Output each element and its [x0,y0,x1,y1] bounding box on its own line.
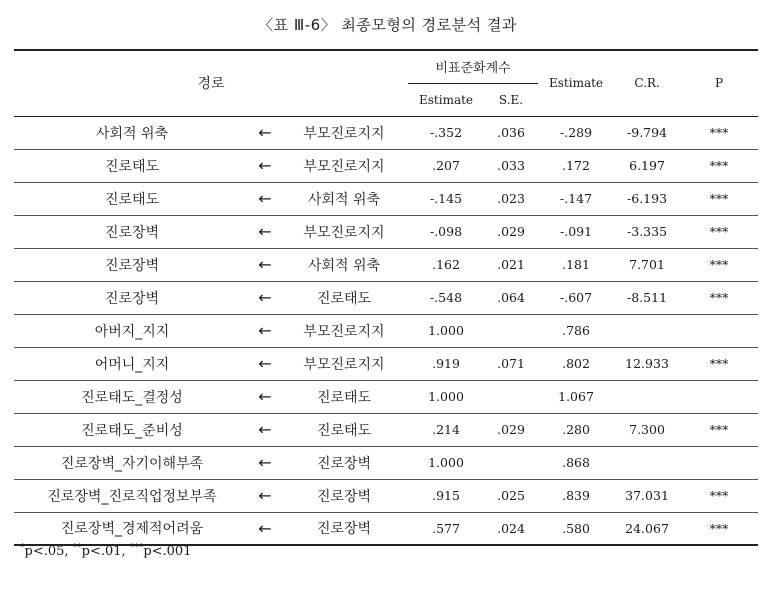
table-row [14,380,758,413]
independent-variable: 사회적 위축 [280,248,408,281]
unstd-estimate: 1.000 [408,314,484,347]
dependent-variable: 사회적 위축 [14,116,250,149]
dependent-variable: 아버지_지지 [14,314,250,347]
unstd-estimate: -.145 [408,182,484,215]
table-row [14,149,758,182]
unstd-estimate: 1.000 [408,380,484,413]
table-row [14,314,758,347]
independent-variable: 부모진로지지 [280,314,408,347]
dependent-variable: 진로장벽_진로직업정보부족 [14,479,250,512]
std-estimate: -.289 [538,116,614,149]
standard-error [484,446,538,479]
note-mark-2: ** [72,543,82,553]
std-estimate: -.607 [538,281,614,314]
independent-variable: 부모진로지지 [280,116,408,149]
critical-ratio: -3.335 [614,215,680,248]
critical-ratio: -9.794 [614,116,680,149]
arrow-icon: ← [250,314,280,347]
path-analysis-table [14,49,758,546]
dependent-variable: 진로태도 [14,182,250,215]
independent-variable: 부모진로지지 [280,347,408,380]
arrow-icon: ← [250,446,280,479]
dependent-variable: 진로장벽 [14,248,250,281]
standard-error [484,314,538,347]
critical-ratio: 6.197 [614,149,680,182]
table-title: 〈표 Ⅲ-6〉 최종모형의 경로분석 결과 [258,16,517,34]
std-estimate: .280 [538,413,614,446]
table-row [14,446,758,479]
se-subheader: S.E. [498,92,524,107]
p-value: *** [680,347,758,380]
critical-ratio: 7.300 [614,413,680,446]
independent-variable: 진로태도 [280,281,408,314]
critical-ratio [614,380,680,413]
table-row [14,347,758,380]
table-row [14,512,758,545]
note-text-2: p<.01, [81,544,130,559]
note-mark-1: * [20,543,25,553]
critical-ratio: -6.193 [614,182,680,215]
p-value: *** [680,281,758,314]
dependent-variable: 진로태도 [14,149,250,182]
critical-ratio: -8.511 [614,281,680,314]
standard-error: .024 [484,512,538,545]
estimate-subheader: Estimate [418,92,474,107]
path-header: 경로 [197,76,225,93]
dependent-variable: 진로태도_준비성 [14,413,250,446]
table-row [14,116,758,149]
p-value: *** [680,248,758,281]
p-value: *** [680,149,758,182]
std-estimate: -.147 [538,182,614,215]
critical-ratio [614,446,680,479]
arrow-icon: ← [250,215,280,248]
critical-ratio [614,314,680,347]
table-row [14,182,758,215]
p-value: *** [680,116,758,149]
std-estimate: 1.067 [538,380,614,413]
critical-ratio: 37.031 [614,479,680,512]
arrow-icon: ← [250,116,280,149]
standard-error: .036 [484,116,538,149]
p-value [680,380,758,413]
table-row [14,215,758,248]
independent-variable: 진로장벽 [280,446,408,479]
arrow-icon: ← [250,182,280,215]
arrow-icon: ← [250,149,280,182]
standard-error: .064 [484,281,538,314]
p-value: *** [680,512,758,545]
standard-error: .025 [484,479,538,512]
table-row [14,281,758,314]
p-header: P [714,76,724,91]
arrow-icon: ← [250,347,280,380]
dependent-variable: 진로장벽 [14,281,250,314]
standard-error: .023 [484,182,538,215]
independent-variable: 사회적 위축 [280,182,408,215]
arrow-icon: ← [250,512,280,545]
std-estimate: .802 [538,347,614,380]
table-row [14,413,758,446]
table-row [14,479,758,512]
significance-note [20,543,191,559]
dependent-variable: 어머니_지지 [14,347,250,380]
arrow-icon: ← [250,281,280,314]
dependent-variable: 진로태도_결정성 [14,380,250,413]
std-estimate: .786 [538,314,614,347]
p-value: *** [680,479,758,512]
unstandardized-coef-header: 비표준화계수 [408,50,538,83]
p-value [680,446,758,479]
note-text-3: p<.001 [143,544,192,559]
arrow-icon: ← [250,479,280,512]
independent-variable: 진로장벽 [280,512,408,545]
note-mark-3: *** [129,543,144,553]
std-estimate: .181 [538,248,614,281]
unstd-estimate: .214 [408,413,484,446]
independent-variable: 진로태도 [280,413,408,446]
std-estimate: .580 [538,512,614,545]
unstd-estimate: -.098 [408,215,484,248]
p-value: *** [680,413,758,446]
standard-error: .071 [484,347,538,380]
std-estimate-header: Estimate [549,76,604,91]
unstd-estimate: .577 [408,512,484,545]
std-estimate: .172 [538,149,614,182]
unstd-estimate: .207 [408,149,484,182]
standard-error: .033 [484,149,538,182]
p-value: *** [680,182,758,215]
dependent-variable: 진로장벽 [14,215,250,248]
p-value: *** [680,215,758,248]
unstd-estimate: .915 [408,479,484,512]
unstd-estimate: -.352 [408,116,484,149]
standard-error: .029 [484,215,538,248]
unstd-estimate: .162 [408,248,484,281]
standard-error [484,380,538,413]
critical-ratio: 7.701 [614,248,680,281]
critical-ratio: 12.933 [614,347,680,380]
unstd-estimate: 1.000 [408,446,484,479]
note-text-1: p<.05, [24,544,73,559]
unstd-estimate: .919 [408,347,484,380]
standard-error: .021 [484,248,538,281]
unstd-estimate: -.548 [408,281,484,314]
p-value [680,314,758,347]
std-estimate: .839 [538,479,614,512]
table-body [14,116,758,545]
std-estimate: -.091 [538,215,614,248]
arrow-icon: ← [250,413,280,446]
standard-error: .029 [484,413,538,446]
dependent-variable: 진로장벽_자기이해부족 [14,446,250,479]
independent-variable: 부모진로지지 [280,149,408,182]
cr-header: C.R. [634,76,660,91]
table-row [14,248,758,281]
critical-ratio: 24.067 [614,512,680,545]
independent-variable: 진로태도 [280,380,408,413]
independent-variable: 진로장벽 [280,479,408,512]
arrow-icon: ← [250,380,280,413]
arrow-icon: ← [250,248,280,281]
std-estimate: .868 [538,446,614,479]
independent-variable: 부모진로지지 [280,215,408,248]
dependent-variable: 진로장벽_경제적어려움 [14,512,250,545]
